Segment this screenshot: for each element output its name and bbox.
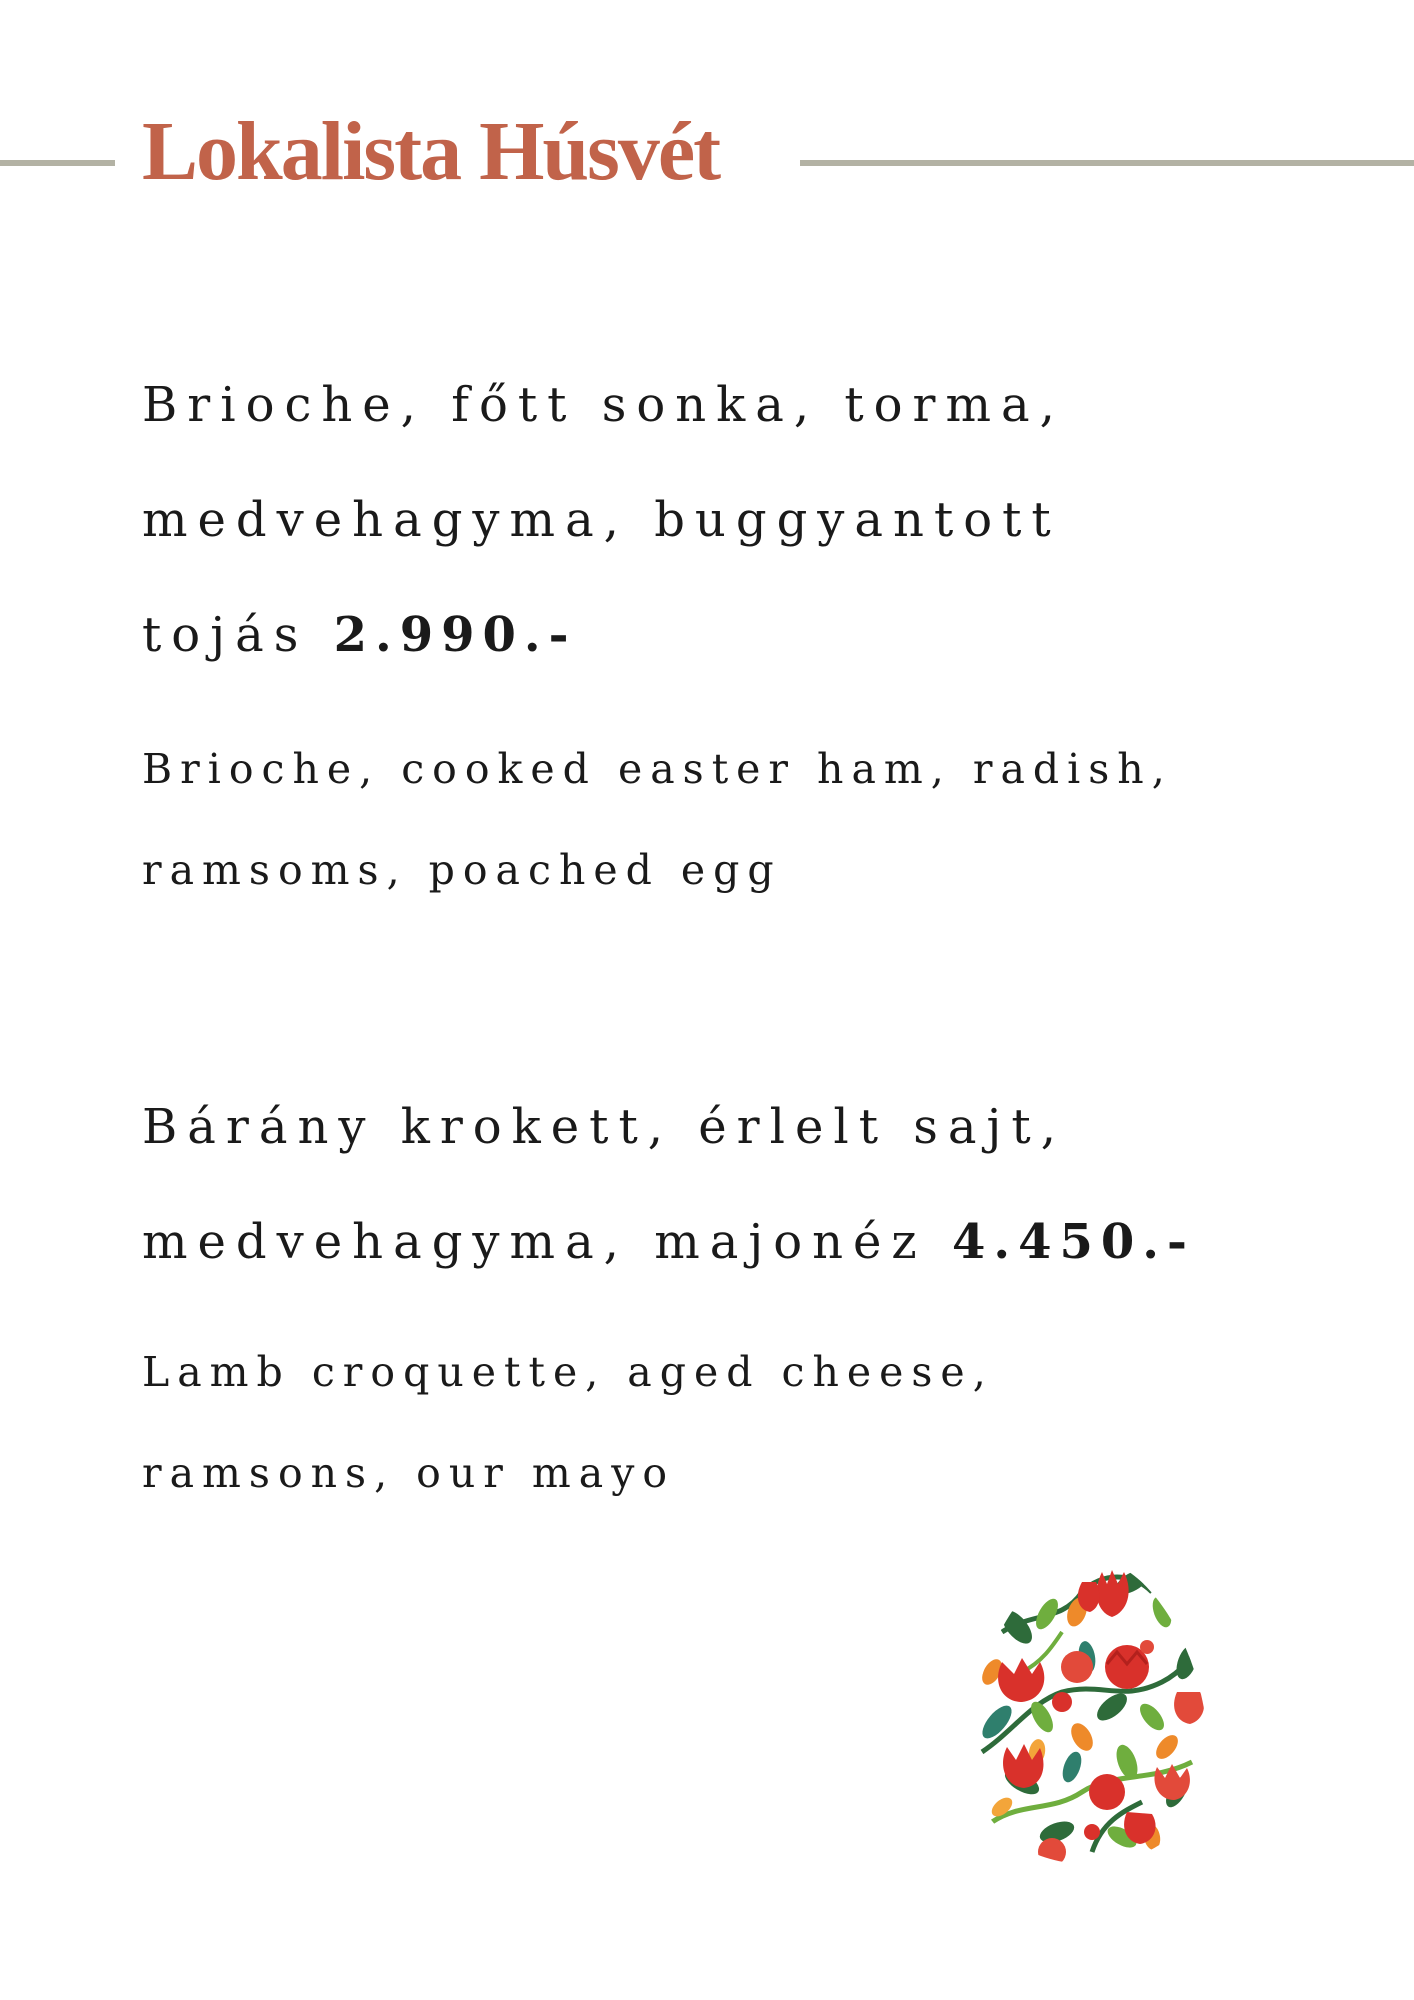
menu-item-hu-line: medvehagyma, majonéz (142, 1214, 927, 1270)
title-divider-left (0, 160, 115, 166)
title-divider-right (800, 160, 1414, 166)
menu-item-en-line: ramsoms, poached egg (142, 846, 782, 894)
menu-item-hu-line: Bárány krokett, érlelt sajt, (142, 1099, 1066, 1155)
menu-item-price: 2.990.- (333, 607, 577, 663)
menu-item-hu-line: medvehagyma, buggyantott (142, 492, 1061, 548)
menu-item-en-line: Lamb croquette, aged cheese, (142, 1348, 994, 1396)
menu-item-hu-line: tojás (142, 607, 309, 663)
menu-item-english (142, 1322, 1292, 1524)
menu-item-hungarian (142, 1070, 1292, 1300)
menu-item (142, 348, 1292, 921)
menu-item (142, 1070, 1292, 1524)
menu-item-price: 4.450.- (951, 1214, 1195, 1270)
page-title: Lokalista Húsvét (142, 105, 720, 198)
menu-item-en-line: ramsons, our mayo (142, 1449, 676, 1497)
menu-item-en-line: Brioche, cooked easter ham, radish, (142, 745, 1173, 793)
floral-easter-egg-icon (962, 1552, 1216, 1870)
menu-item-hu-line: Brioche, főtt sonka, torma, (142, 377, 1065, 433)
menu-item-english (142, 719, 1292, 921)
menu-item-hu-line-with-price (142, 578, 1292, 693)
menu-item-hungarian (142, 348, 1292, 693)
menu-item-hu-line-with-price (142, 1185, 1292, 1300)
